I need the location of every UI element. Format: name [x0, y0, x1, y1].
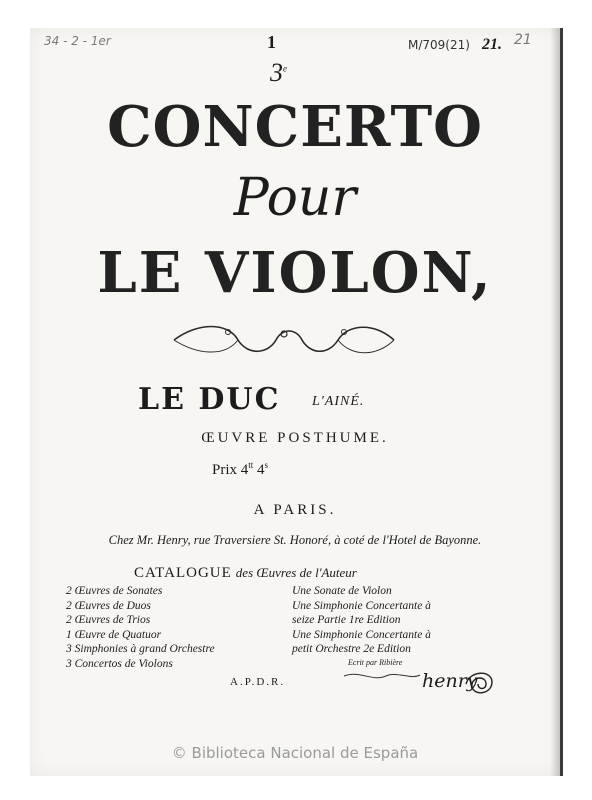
publisher-city: A PARIS. [253, 502, 337, 518]
catalogue-heading [134, 564, 357, 582]
concerto-number-value: 3 [270, 58, 283, 87]
price-unit-sols: s [264, 460, 269, 470]
concerto-number-suffix: e [283, 63, 287, 74]
catalogue-title: CATALOGUE [134, 565, 232, 581]
opus-posthume: ŒUVRE POSTHUME. [201, 430, 389, 446]
price [212, 460, 268, 479]
publisher-address: Chez Mr. Henry, rue Traversiere St. Honoré, à coté de l'Hotel de Bayonne. [108, 533, 482, 547]
publisher-signature: henry [422, 670, 478, 692]
catalogue-item: seize Partie 1re Edition [292, 614, 401, 626]
item-number: 21. [482, 36, 502, 53]
price-value-2: 4 [257, 462, 265, 478]
catalogue-right-column [292, 584, 431, 657]
privilege-mark: A.P.D.R. [230, 676, 286, 688]
engraver-flourish [342, 670, 422, 682]
catalogue-item: 3 Simphonies à grand Orchestre [66, 643, 215, 655]
price-value: 4 [240, 462, 249, 478]
engraver-credit: Ecrit par Ribière [348, 658, 403, 667]
catalogue-item: Une Simphonie Concertante à [292, 628, 431, 641]
library-watermark: © Biblioteca Nacional de España [171, 744, 419, 762]
author-name: LE DUC [138, 382, 281, 417]
catalogue-item: 2 Œuvres de Trios [66, 614, 151, 626]
catalogue-item: 1 Œuvre de Quatuor [66, 628, 162, 641]
item-number-alt: 21 [514, 32, 532, 48]
price-label: Prix [212, 462, 238, 478]
catalogue-item: Une Simphonie Concertante à [292, 599, 431, 612]
title-concerto: CONCERTO [107, 94, 483, 160]
score-title-page [30, 28, 563, 776]
catalogue-left-column [66, 584, 215, 671]
title-le-violon: LE VIOLON, [97, 240, 493, 306]
signature-paraph-icon [462, 668, 498, 700]
flourish-ornament [168, 318, 400, 362]
catalogue-item: petit Orchestre 2e Edition [292, 643, 411, 655]
concerto-number [270, 58, 287, 88]
catalogue-item: 2 Œuvres de Sonates [66, 585, 163, 597]
author-suffix: L'AINÉ. [312, 394, 365, 409]
call-number: M/709(21) [408, 38, 470, 52]
catalogue-item: Une Sonate de Violon [292, 585, 392, 597]
shelf-mark: 34 - 2 - 1er [44, 34, 111, 48]
catalogue-item: 2 Œuvres de Duos [66, 599, 151, 612]
catalogue-subtitle: des Œuvres de l'Auteur [235, 565, 357, 580]
page-number: 1 [267, 32, 276, 52]
price-unit-livres: tt [248, 460, 254, 470]
title-pour: Pour [233, 168, 357, 228]
catalogue-item: 3 Concertos de Violons [66, 657, 173, 670]
